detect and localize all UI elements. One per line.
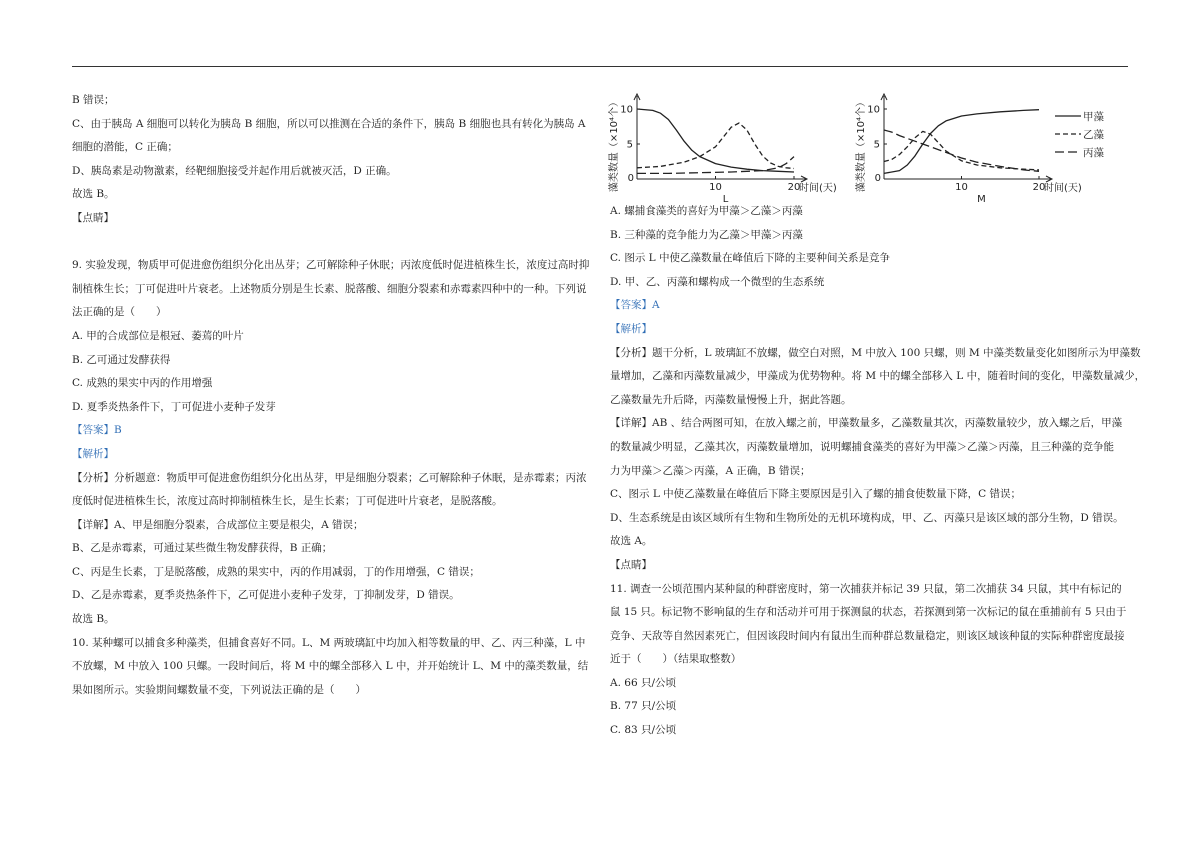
text-line: 制植株生长；丁可促进叶片衰老。上述物质分别是生长素、脱落酸、细胞分裂素和赤霉素四种中的一种。下列说	[72, 282, 587, 295]
text-line: 【详解】AB 、结合两图可知，在放入螺之前，甲藻数量多，乙藻数量其次，丙藻数量较少，放入螺之后，甲藻	[610, 417, 1123, 430]
text-line: 故选 B。	[72, 188, 115, 201]
y-axis-label: 藻类数量（×10⁴个）	[609, 96, 620, 193]
text-line: D. 甲、乙、丙藻和螺构成一个微型的生态系统	[610, 275, 825, 288]
text-line: D、生态系统是由该区域所有生物和生物所处的无机环境构成，甲、乙、丙藻只是该区域的部分生物，D 错误。	[610, 511, 1124, 524]
text-line: 鼠 15 只。标记物不影响鼠的生存和活动并可用于探测鼠的状态，若探测到第一次标记的鼠在重捕前有 5 只由于	[610, 606, 1127, 619]
text-line: 力为甲藻＞乙藻＞丙藻，A 正确，B 错误；	[610, 464, 811, 477]
legend-label: 乙藻	[1083, 129, 1104, 141]
text-line: C. 83 只/公顷	[610, 724, 677, 737]
text-line: 9. 实验发现，物质甲可促进愈伤组织分化出丛芽；乙可解除种子休眠；丙浓度低时促进植株生长，浓度过高时抑	[72, 259, 590, 272]
header-rule	[72, 66, 1128, 67]
text-line: C、图示 L 中使乙藻数量在峰值后下降主要原因是引入了螺的捕食使数量下降，C 错误；	[610, 488, 1022, 501]
text-line: 近于（ ）（结果取整数）	[610, 653, 742, 666]
chart-caption: L	[722, 194, 729, 205]
x-axis-label: 时间(天)	[1044, 183, 1082, 194]
text-line: 细胞的潜能，C 正确；	[72, 141, 178, 154]
chart-l-svg	[605, 94, 855, 204]
text-line: 【点睛】	[72, 211, 114, 224]
chart-m-svg	[855, 94, 1125, 204]
text-line: A. 66 只/公顷	[610, 676, 676, 689]
y-axis-label: 藻类数量（×10⁴个）	[856, 96, 867, 193]
text-line: D、乙是赤霉素，夏季炎热条件下，乙可促进小麦种子发芽，丁抑制发芽，D 错误。	[72, 589, 460, 602]
text-line: 果如图所示。实验期间螺数量不变，下列说法正确的是（ ）	[72, 683, 366, 696]
text-line: 【解析】	[610, 322, 652, 335]
text-line: 【答案】B	[72, 424, 122, 437]
text-line: A. 甲的合成部位是根冠、萎蔫的叶片	[72, 329, 244, 342]
text-line: C、丙是生长素，丁是脱落酸，成熟的果实中，丙的作用减弱，丁的作用增强，C 错误；	[72, 565, 480, 578]
x-tick-label: 20	[787, 182, 801, 193]
right-column	[610, 200, 1146, 743]
x-axis-label: 时间(天)	[799, 183, 837, 194]
series-line-甲藻	[884, 110, 1039, 174]
text-line: 【点睛】	[610, 558, 652, 571]
text-line: C. 成熟的果实中丙的作用增强	[72, 377, 213, 390]
y-tick-label: 10	[867, 104, 880, 116]
text-line: D. 夏季炎热条件下，丁可促进小麦种子发芽	[72, 400, 276, 413]
text-line: 竞争、天敌等自然因素死亡，但因该段时间内有鼠出生而种群总数量稳定，则该区域该种鼠的实际种群密度最接	[610, 629, 1125, 642]
text-line: 度低时促进植株生长，浓度过高时抑制植株生长，是生长素；丁可促进叶片衰老，是脱落酸。	[72, 495, 503, 508]
text-line: 【答案】A	[610, 299, 660, 312]
chart-m	[855, 94, 1125, 208]
text-line: C. 图示 L 中使乙藻数量在峰值后下降的主要种间关系是竞争	[610, 252, 890, 265]
text-line: A. 螺捕食藻类的喜好为甲藻＞乙藻＞丙藻	[610, 205, 803, 217]
text-line: 量增加，乙藻和丙藻数量减少，甲藻成为优势物种。将 M 中的螺全部移入 L 中，随着时间的变化，甲藻数量减少，	[610, 370, 1146, 383]
text-line: B 错误；	[72, 94, 115, 106]
series-line-乙藻	[637, 123, 794, 169]
text-line: 【分析】题干分析，L 玻璃缸不放螺，做空白对照，M 中放入 100 只螺，则 M 中藻类数量变化如图所示为甲藻数	[610, 346, 1141, 359]
chart-l	[605, 94, 855, 208]
chart-caption: M	[977, 194, 986, 205]
text-line: B. 乙可通过发酵获得	[72, 353, 171, 366]
text-line: D、胰岛素是动物激素，经靶细胞接受并起作用后就被灭活，D 正确。	[72, 164, 397, 177]
series-line-甲藻	[637, 109, 794, 172]
y-tick-label: 5	[873, 139, 880, 151]
left-column	[72, 89, 594, 702]
x-tick-label: 10	[709, 182, 722, 193]
text-line: B. 三种藻的竞争能力为乙藻＞甲藻＞丙藻	[610, 228, 803, 241]
origin-label: 0	[627, 173, 634, 184]
text-line: B、乙是赤霉素，可通过某些微生物发酵获得，B 正确；	[72, 542, 333, 555]
x-tick-label: 20	[1032, 182, 1046, 193]
legend-label: 甲藻	[1083, 111, 1104, 123]
text-line	[72, 231, 594, 255]
text-line: 不放螺，M 中放入 100 只螺。一段时间后，将 M 中的螺全部移入 L 中，并开始统计 L、M 中的藻类数量，结	[72, 660, 589, 673]
y-tick-label: 5	[626, 139, 633, 151]
y-tick-label: 10	[620, 104, 633, 116]
text-line: C、由于胰岛 A 细胞可以转化为胰岛 B 细胞，所以可以推测在合适的条件下，胰岛 B 细胞也具有转化为胰岛 A	[72, 117, 586, 130]
x-tick-label: 10	[955, 182, 968, 193]
text-line: B. 77 只/公顷	[610, 700, 677, 713]
text-line: 乙藻数量先升后降，丙藻数量慢慢上升，据此答题。	[610, 393, 852, 406]
origin-label: 0	[874, 173, 881, 184]
text-line: 故选 A。	[610, 535, 653, 548]
text-line: 【解析】	[72, 447, 114, 460]
text-line: 【分析】分析题意：物质甲可促进愈伤组织分化出丛芽，甲是细胞分裂素；乙可解除种子休眠，是赤霉素；丙浓	[72, 471, 587, 484]
text-line: 故选 B。	[72, 613, 115, 626]
text-line: 【详解】A、甲是细胞分裂素，合成部位主要是根尖，A 错误；	[72, 518, 364, 531]
text-line: 的数量减少明显，乙藻其次，丙藻数量增加，说明螺捕食藻类的喜好为甲藻＞乙藻＞丙藻，且三种藻的竞争能	[610, 440, 1114, 453]
text-line: 10. 某种螺可以捕食多种藻类，但捕食喜好不同。L、M 两玻璃缸中均加入相等数量的甲、乙、丙三种藻，L 中	[72, 636, 586, 649]
legend-label: 丙藻	[1083, 147, 1104, 159]
text-line: 11. 调查一公顷范围内某种鼠的种群密度时，第一次捕获并标记 39 只鼠，第二次捕获 34 只鼠，其中有标记的	[610, 582, 1122, 595]
text-line: 法正确的是（ ）	[72, 306, 167, 319]
